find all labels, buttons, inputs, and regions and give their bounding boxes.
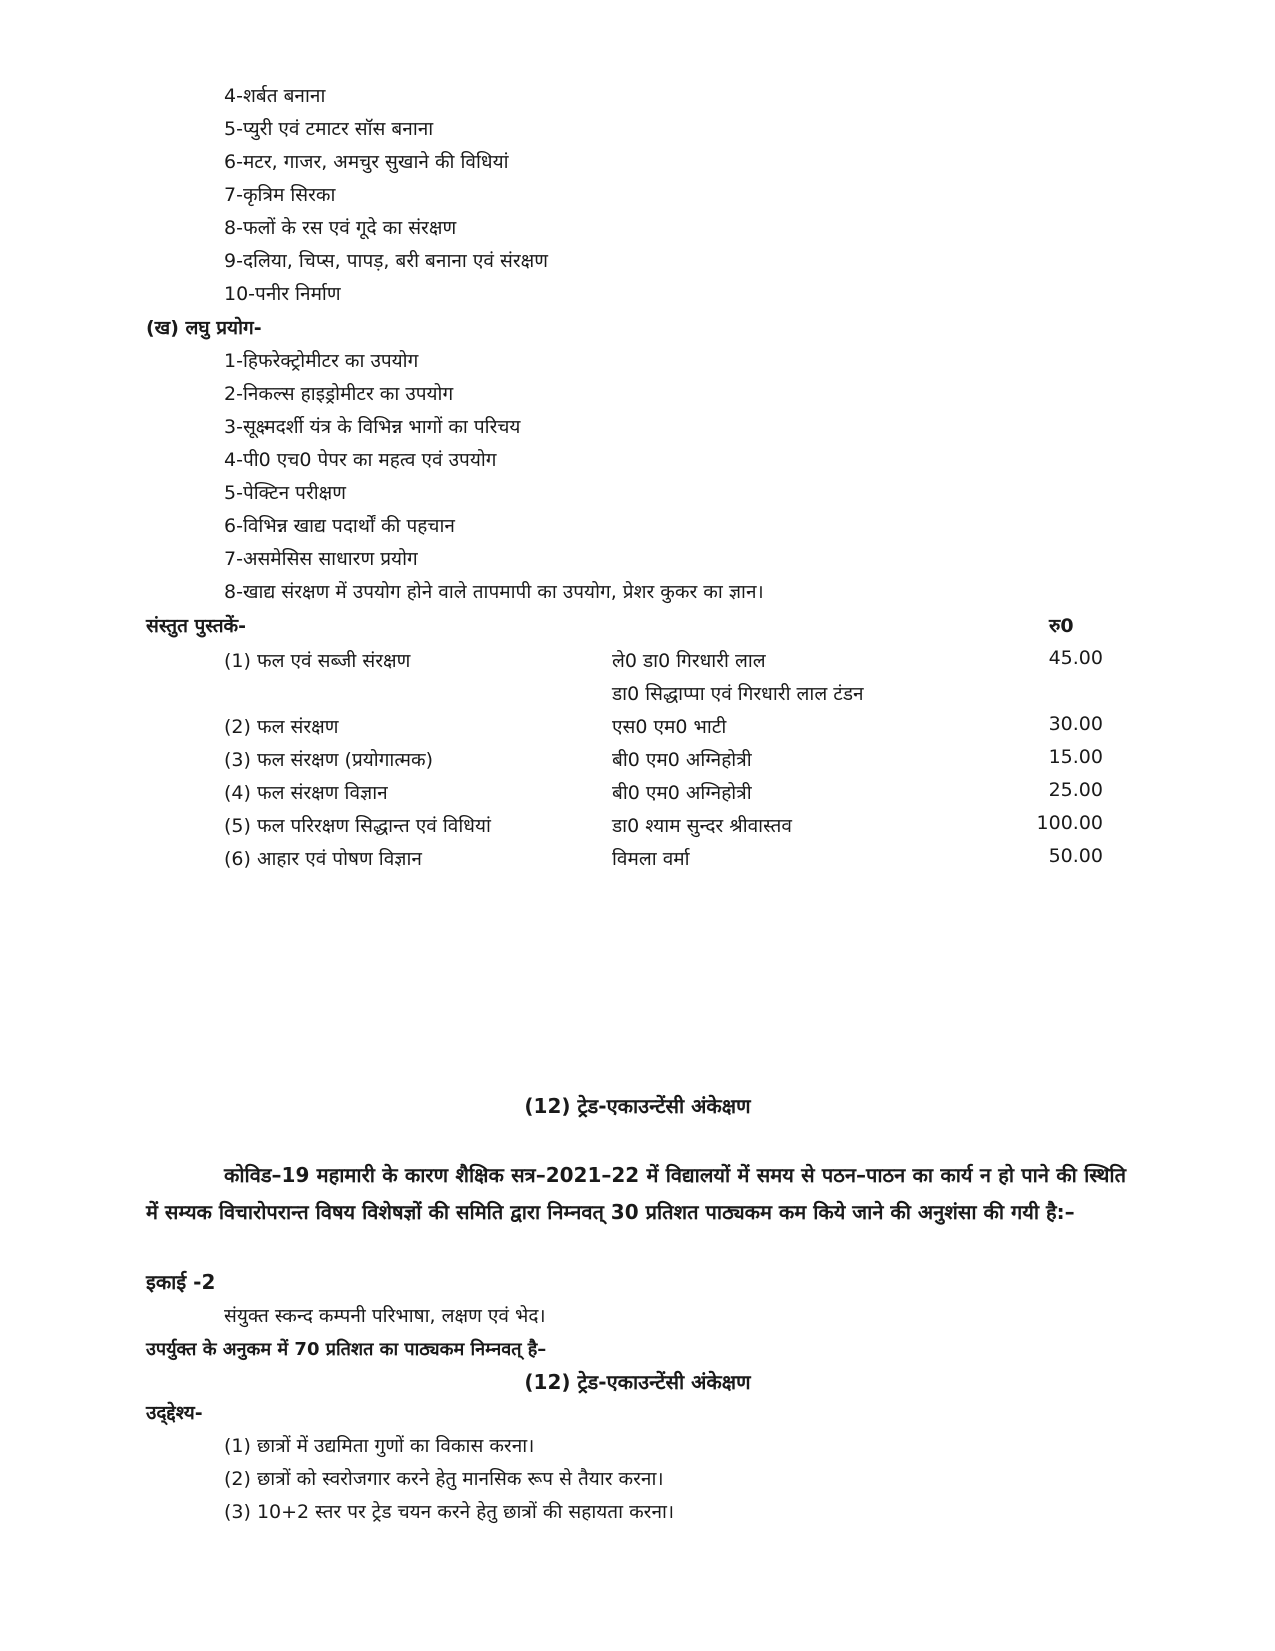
book-author: बी0 एम0 अग्निहोत्री (612, 782, 752, 804)
list-a-item: 8-फलों के रस एवं गूदे का संरक्षण (224, 217, 457, 239)
section-title: (12) ट्रेड-एकाउन्टेंसी अंकेक्षण (524, 1094, 751, 1118)
book-price: 100.00 (1036, 812, 1103, 834)
section-b-item: 6-विभिन्न खाद्य पदार्थों की पहचान (224, 515, 455, 537)
book-price: 25.00 (1048, 779, 1103, 801)
book-author: ले0 डा0 गिरधारी लाल (612, 650, 766, 672)
book-author: विमला वर्मा (612, 848, 690, 870)
syllabus-line: उपर्युक्त के अनुकम में 70 प्रतिशत का पाठ्यकम निम्नवत् है– (146, 1339, 547, 1360)
objective-item: (1) छात्रों में उद्यमिता गुणों का विकास करना। (224, 1435, 535, 1457)
list-a-item: 7-कृत्रिम सिरका (224, 184, 336, 206)
book-price: 45.00 (1048, 647, 1103, 669)
objective-item: (3) 10+2 स्तर पर ट्रेड चयन करने हेतु छात्रों की सहायता करना। (224, 1501, 675, 1523)
book-price: 15.00 (1048, 746, 1103, 768)
currency-label: रु0 (1049, 615, 1074, 637)
unit-heading: इकाई -2 (146, 1270, 216, 1294)
section-title-repeat: (12) ट्रेड-एकाउन्टेंसी अंकेक्षण (524, 1370, 751, 1394)
list-a-item: 10-पनीर निर्माण (224, 283, 341, 305)
section-b-item: 4-पी0 एच0 पेपर का महत्व एवं उपयोग (224, 449, 497, 471)
objective-item: (2) छात्रों को स्वरोजगार करने हेतु मानसिक रूप से तैयार करना। (224, 1468, 664, 1490)
section-b-item: 2-निकल्स हाइड्रोमीटर का उपयोग (224, 383, 454, 405)
book-title: (3) फल संरक्षण (प्रयोगात्मक) (224, 749, 434, 771)
book-title: (6) आहार एवं पोषण विज्ञान (224, 848, 422, 870)
section-b-heading: (ख) लघु प्रयोग- (146, 317, 262, 339)
section-b-item: 1-हिफरेक्ट्रोमीटर का उपयोग (224, 350, 419, 372)
book-title: (4) फल संरक्षण विज्ञान (224, 782, 388, 804)
book-author: डा0 श्याम सुन्दर श्रीवास्तव (612, 815, 792, 837)
books-heading: संस्तुत पुस्तकें- (146, 615, 247, 637)
book-price: 50.00 (1048, 845, 1103, 867)
covid-paragraph: कोविड–19 महामारी के कारण शैक्षिक सत्र–2021–22 में विद्यालयों में समय से पठन–पाठन का कार्य न हो पाने की स्थिति में सम्यक विचारोपरान्त विषय विशेषज्ञों की समिति द्वारा निम्नवत् 30 प्रतिशत पाठ्यकम कम किये जाने की अनुशंसा की गयी है:– (146, 1163, 1126, 1224)
objectives-heading: उद्‌द्देश्य- (146, 1402, 203, 1424)
section-b-item: 7-असमेसिस साधारण प्रयोग (224, 548, 418, 570)
book-title: (1) फल एवं सब्जी संरक्षण (224, 650, 411, 672)
list-a-item: 9-दलिया, चिप्स, पापड़, बरी बनाना एवं संरक्षण (224, 250, 548, 272)
list-a-item: 6-मटर, गाजर, अमचुर सुखाने की विधियां (224, 151, 509, 173)
section-b-item: 5-पेक्टिन परीक्षण (224, 482, 347, 504)
section-b-item: 3-सूक्ष्मदर्शी यंत्र के विभिन्न भागों का परिचय (224, 416, 521, 438)
book-price: 30.00 (1048, 713, 1103, 735)
book-author: डा0 सिद्धाप्पा एवं गिरधारी लाल टंडन (612, 683, 864, 705)
section-b-item: 8-खाद्य संरक्षण में उपयोग होने वाले तापमापी का उपयोग, प्रेशर कुकर का ज्ञान। (224, 581, 764, 603)
list-a-item: 4-शर्बत बनाना (224, 85, 326, 107)
list-a-item: 5-प्युरी एवं टमाटर सॉस बनाना (224, 118, 434, 140)
unit-item: संयुक्त स्कन्द कम्पनी परिभाषा, लक्षण एवं भेद। (224, 1305, 546, 1327)
book-author: एस0 एम0 भाटी (612, 716, 727, 738)
book-author: बी0 एम0 अग्निहोत्री (612, 749, 752, 771)
book-title: (2) फल संरक्षण (224, 716, 339, 738)
book-title: (5) फल परिरक्षण सिद्धान्त एवं विधियां (224, 815, 491, 837)
